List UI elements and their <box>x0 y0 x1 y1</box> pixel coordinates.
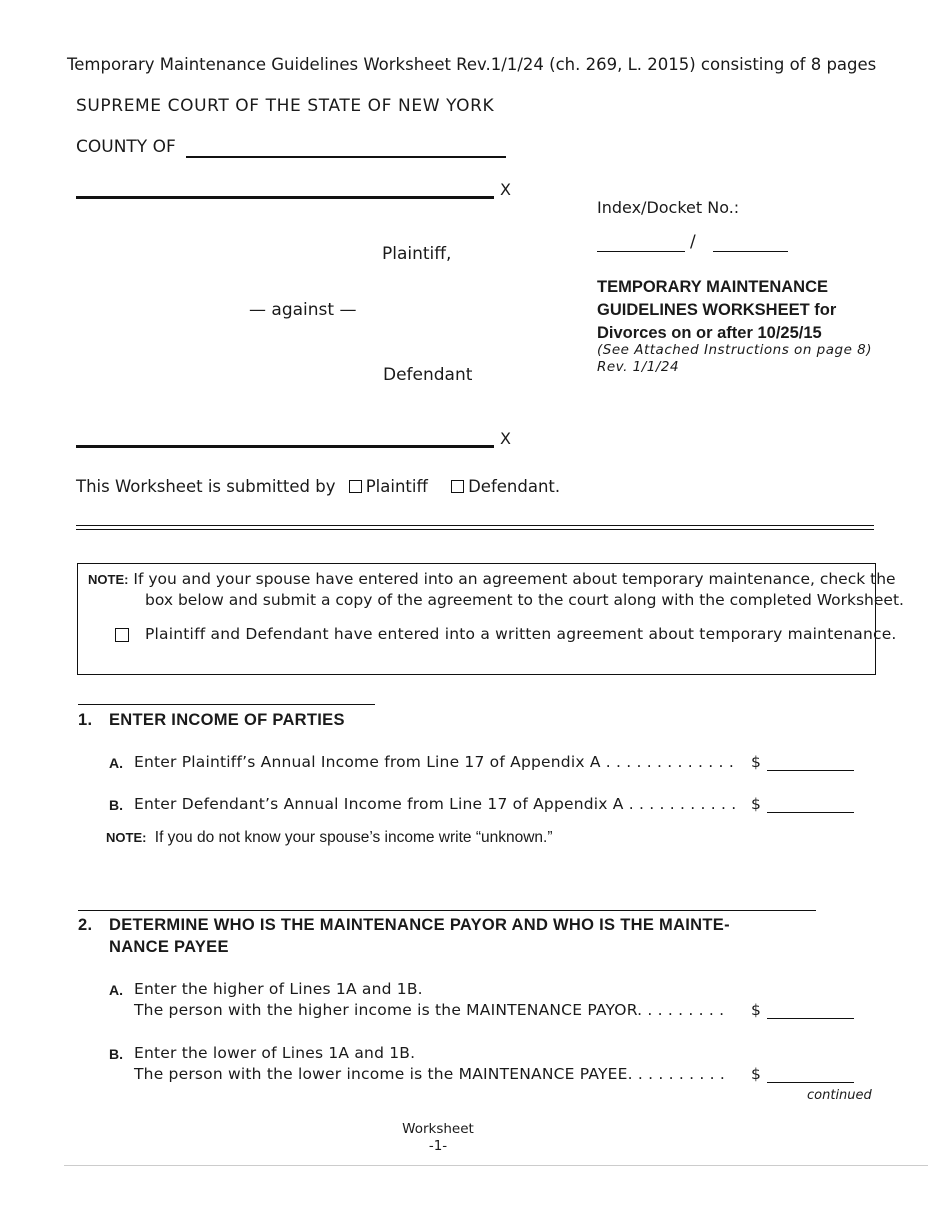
item-2a-line2: The person with the higher income is the MAINTENANCE PAYOR. . . . . . . . . <box>134 1001 725 1019</box>
worksheet-subtitle <box>597 342 872 376</box>
index-year-field[interactable] <box>713 251 788 252</box>
caption-x-top: X <box>500 180 511 199</box>
index-slash: / <box>690 232 696 252</box>
item-1a-letter: A. <box>109 755 123 771</box>
submitted-by-label: This Worksheet is submitted by <box>76 477 336 496</box>
section1-number: 1. <box>78 711 93 729</box>
agreement-text: Plaintiff and Defendant have entered into a written agreement about temporary maintenance. <box>145 625 897 643</box>
index-docket-label: Index/Docket No.: <box>597 198 740 217</box>
divider <box>76 525 874 526</box>
section-rule <box>78 704 375 705</box>
instructions-reference: (See Attached Instructions on page 8) <box>597 342 873 358</box>
against-label: — against — <box>249 300 357 320</box>
county-label: COUNTY OF <box>76 137 176 157</box>
note-line1 <box>88 570 896 588</box>
footer-label: Worksheet <box>402 1121 474 1137</box>
payee-income-field[interactable] <box>767 1082 854 1083</box>
item-1b-text: Enter Defendant’s Annual Income from Line 17 of Appendix A . . . . . . . . . . . <box>134 795 737 813</box>
worksheet-title-line2: GUIDELINES WORKSHEET for <box>597 301 837 319</box>
court-name: SUPREME COURT OF THE STATE OF NEW YORK <box>76 96 495 116</box>
note-label: NOTE: <box>88 572 129 587</box>
divider <box>76 529 874 530</box>
plaintiff-option-label: Plaintiff <box>365 477 428 496</box>
item-1b-dollar: $ <box>751 795 761 813</box>
caption-bottom-line <box>76 445 494 448</box>
caption-x-bottom: X <box>500 429 511 448</box>
item-1a-text: Enter Plaintiff’s Annual Income from Line 17 of Appendix A . . . . . . . . . . . . . <box>134 753 734 771</box>
item-2b-letter: B. <box>109 1046 123 1062</box>
section-rule <box>78 910 816 911</box>
county-field[interactable] <box>186 156 506 158</box>
section2-number: 2. <box>78 916 93 934</box>
item-2a-line1: Enter the higher of Lines 1A and 1B. <box>134 980 423 998</box>
plaintiff-income-field[interactable] <box>767 770 854 771</box>
section2-title-line1: DETERMINE WHO IS THE MAINTENANCE PAYOR AND WHO IS THE MAINTE- <box>109 916 730 934</box>
caption-top-line <box>76 196 494 199</box>
defendant-income-field[interactable] <box>767 812 854 813</box>
agreement-checkbox[interactable] <box>115 628 129 642</box>
note-text-line1: If you and your spouse have entered into an agreement about temporary maintenance, check the <box>133 570 896 588</box>
item-2b-line1: Enter the lower of Lines 1A and 1B. <box>134 1044 416 1062</box>
page-number: -1- <box>428 1138 448 1154</box>
item-1a-dollar: $ <box>751 753 761 771</box>
unknown-income-note <box>106 829 553 847</box>
defendant-option-label: Defendant. <box>468 477 561 496</box>
index-number-field[interactable] <box>597 251 685 252</box>
item-2a-letter: A. <box>109 982 123 998</box>
form-header-line: Temporary Maintenance Guidelines Worksheet Rev.1/1/24 (ch. 269, L. 2015) consisting of 8 pages <box>67 55 877 74</box>
item-2b-dollar: $ <box>751 1065 761 1083</box>
note-text-line2: box below and submit a copy of the agreement to the court along with the completed Worksheet. <box>145 591 904 609</box>
note-label: NOTE: <box>106 830 147 845</box>
item-1b-letter: B. <box>109 797 123 813</box>
worksheet-title-line3: Divorces on or after 10/25/15 <box>597 324 822 342</box>
worksheet-title-line1: TEMPORARY MAINTENANCE <box>597 278 829 296</box>
page-bottom-rule <box>64 1165 928 1166</box>
section1-title: ENTER INCOME OF PARTIES <box>109 711 345 729</box>
note-text: If you do not know your spouse’s income write “unknown.” <box>154 829 553 846</box>
page-footer <box>388 1121 488 1155</box>
submitted-by-row <box>76 477 560 496</box>
section2-title-line2: NANCE PAYEE <box>109 938 229 956</box>
revision-label: Rev. 1/1/24 <box>597 359 680 375</box>
worksheet-title <box>597 276 897 345</box>
plaintiff-checkbox[interactable] <box>349 480 362 493</box>
item-2b-line2: The person with the lower income is the MAINTENANCE PAYEE. . . . . . . . . . <box>134 1065 726 1083</box>
defendant-checkbox[interactable] <box>451 480 464 493</box>
plaintiff-label: Plaintiff, <box>382 244 452 264</box>
defendant-label: Defendant <box>383 365 473 385</box>
item-2a-dollar: $ <box>751 1001 761 1019</box>
payor-income-field[interactable] <box>767 1018 854 1019</box>
continued-label: continued <box>807 1088 872 1103</box>
